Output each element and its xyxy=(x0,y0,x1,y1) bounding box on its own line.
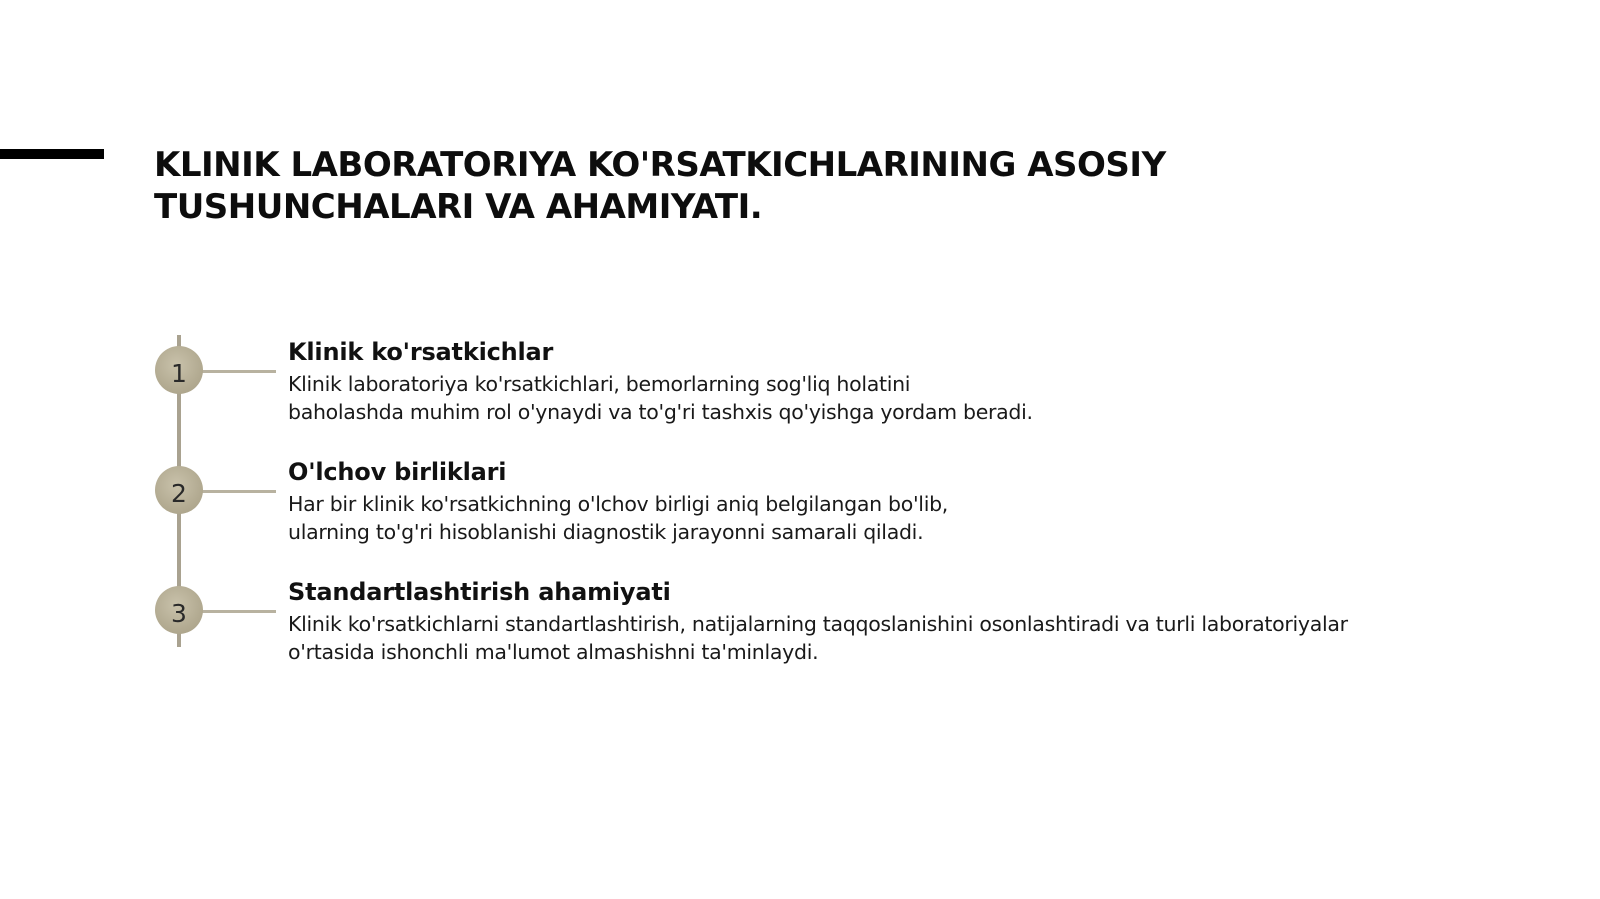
timeline-item-body-line-2: baholashda muhim rol o'ynaydi va to'g'ri tashxis qo'yishga yordam beradi. xyxy=(288,400,1033,424)
timeline-item-body-line-2: o'rtasida ishonchli ma'lumot almashishni ta'minlaydi. xyxy=(288,640,819,664)
timeline-connector-3 xyxy=(200,610,276,613)
timeline-node-2: 2 xyxy=(155,466,203,514)
slide-title-line-2: TUSHUNCHALARI VA AHAMIYATI. xyxy=(154,187,763,227)
timeline-item-2 xyxy=(288,456,1488,546)
timeline-item-body xyxy=(288,490,1488,546)
timeline-item-title: Klinik ko'rsatkichlar xyxy=(288,338,554,366)
timeline-connector-1 xyxy=(200,370,276,373)
timeline-node-1: 1 xyxy=(155,346,203,394)
timeline-item-1 xyxy=(288,336,1488,426)
timeline-item-body-line-1: Klinik laboratoriya ko'rsatkichlari, bemorlarning sog'liq holatini xyxy=(288,372,911,396)
slide-title-line-1: KLINIK LABORATORIYA KO'RSATKICHLARINING ASOSIY xyxy=(154,145,1166,185)
timeline-connector-2 xyxy=(200,490,276,493)
timeline-item-body-line-2: ularning to'g'ri hisoblanishi diagnostik jarayonni samarali qiladi. xyxy=(288,520,924,544)
timeline-item-title: O'lchov birliklari xyxy=(288,458,507,486)
timeline-item-body-line-1: Har bir klinik ko'rsatkichning o'lchov birligi aniq belgilangan bo'lib, xyxy=(288,492,949,516)
timeline-item-body xyxy=(288,370,1488,426)
timeline-item-body xyxy=(288,610,1488,666)
timeline-node-3: 3 xyxy=(155,586,203,634)
timeline-item-3 xyxy=(288,576,1488,666)
timeline-item-title: Standartlashtirish ahamiyati xyxy=(288,578,671,606)
timeline-item-body-line-1: Klinik ko'rsatkichlarni standartlashtirish, natijalarning taqqoslanishini osonlashtiradi va turli laboratoriyalar xyxy=(288,612,1348,636)
